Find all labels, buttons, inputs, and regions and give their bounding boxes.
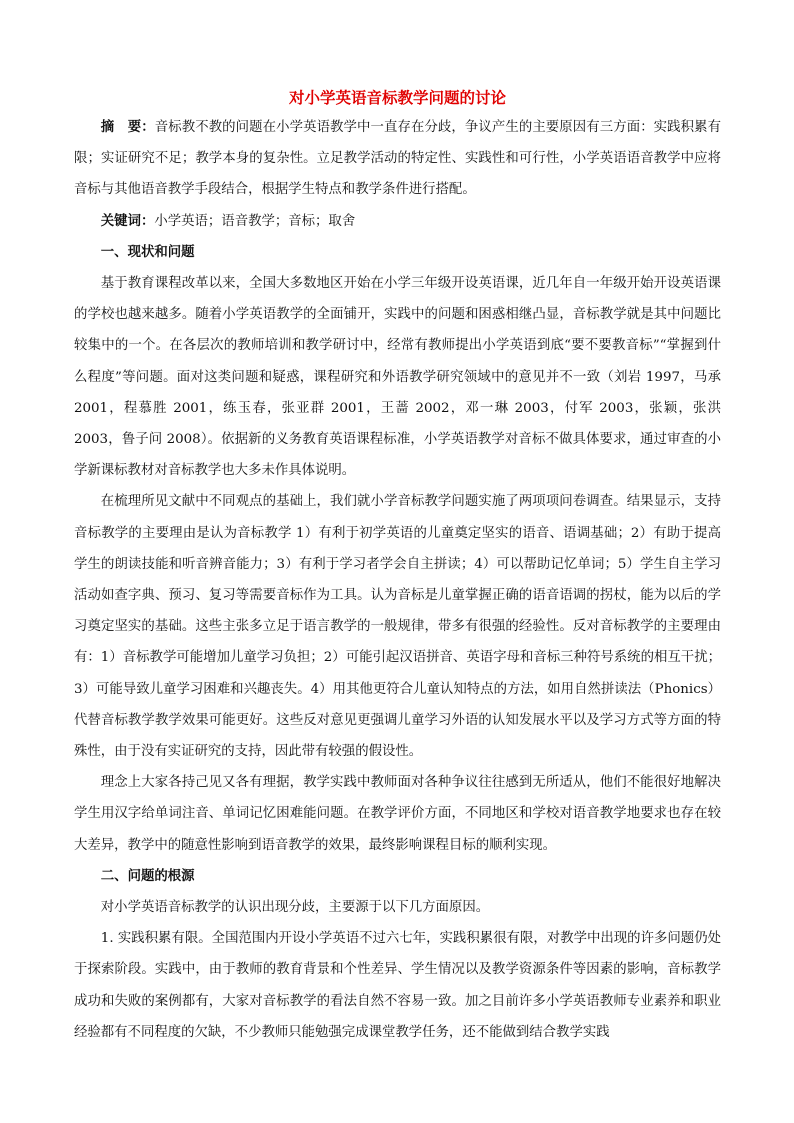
section-heading-1: 一、现状和问题 bbox=[100, 243, 195, 260]
section1-paragraph: 在梳理所见文献中不同观点的基础上，我们就小学音标教学问题实施了两项项问卷调查。结果显示，支持音标教学的主要理由是认为音标教学 1）有利于初学英语的儿童奠定坚实的语音、语调基础；2）有助于提高学生的朗读技能和听音辨音能力；3）有利于学习者学会自主拼读；4）可以帮助记忆单词；5）学生自主学习活动如查字典、预习、复习等需要音标作为工具。认为音标是儿童掌握正确的语音语调的拐杖，能为以后的学习奠定坚实的基础。这些主张多立足于语言教学的一般规律，带多有很强的经验性。反对音标教学的主要理由有：1）音标教学可能增加儿童学习负担；2）可能引起汉语拼音、英语字母和音标三种符号系统的相互干扰；3）可能导致儿童学习困难和兴趣丧失。4）用其他更符合儿童认知特点的方法，如用自然拼读法（Phonics）代替音标教学教学效果可能更好。这些反对意见更强调儿童学习外语的认知发展水平以及学习方式等方面的特殊性，由于没有实证研究的支持，因此带有较强的假设性。 bbox=[74, 494, 721, 760]
paper-title: 对小学英语音标教学问题的讨论 bbox=[288, 88, 506, 107]
section1-paragraph: 理念上大家各持己见又各有理据，教学实践中教师面对各种争议往往感到无所适从，他们不能很好地解决学生用汉字给单词注音、单词记忆困难能问题。在教学评价方面，不同地区和学校对语音教学地要求也存在较大差异，教学中的随意性影响到语音教学的效果，最终影响课程目标的顺利实现。 bbox=[74, 775, 721, 853]
keywords bbox=[74, 206, 721, 237]
keywords-label: 关键词： bbox=[100, 212, 155, 229]
abstract bbox=[74, 112, 721, 206]
keywords-text: 小学英语；语音教学；音标；取舍 bbox=[154, 213, 356, 229]
section-heading-2: 二、问题的根源 bbox=[100, 867, 195, 884]
abstract-text: 音标教不教的问题在小学英语教学中一直存在分歧，争议产生的主要原因有三方面：实践积累有限；实证研究不足；教学本身的复杂性。立足教学活动的特定性、实践性和可行性，小学英语语音教学中应将音标与其他语音教学手段结合，根据学生特点和教学条件进行搭配。 bbox=[74, 120, 722, 198]
abstract-label: 摘 要： bbox=[100, 119, 155, 135]
section2-paragraph: 1. 实践积累有限。全国范围内开设小学英语不过六七年，实践积累很有限，对教学中出现的许多问题仍处于探索阶段。实践中，由于教师的教育背景和个性差异、学生情况以及教学资源条件等因素的影响，音标教学成功和失败的案例都有，大家对音标教学的看法自然不容易一致。加之目前许多小学英语教师专业素养和职业经验都有不同程度的欠缺，不少教师只能勉强完成课堂教学任务，还不能做到结合教学实践 bbox=[74, 931, 721, 1040]
section1-paragraph: 基于教育课程改革以来，全国大多数地区开始在小学三年级开设英语课，近几年自一年级开始开设英语课的学校也越来越多。随着小学英语教学的全面铺开，实践中的问题和困惑相继凸显，音标教学就是其中问题比较集中的一个。在各层次的教师培训和教学研讨中，经常有教师提出小学英语到底“要不要教音标”“掌握到什么程度”等问题。面对这类问题和疑惑，课程研究和外语教学研究领域中的意见并不一致（刘岩 1997，马承 2001，程慕胜 2001，练玉春，张亚群 2001，王蔷 2002，邓一琳 2003，付军 2003，张颖，张洪 2003，鲁子问 2008）。依据新的义务教育英语课程标准，小学英语教学对音标不做具体要求，通过审查的小学新课标教材对音标教学也大多未作具体说明。 bbox=[74, 276, 721, 479]
section2-paragraph: 对小学英语音标教学的认识出现分歧，主要源于以下几方面原因。 bbox=[100, 900, 490, 916]
